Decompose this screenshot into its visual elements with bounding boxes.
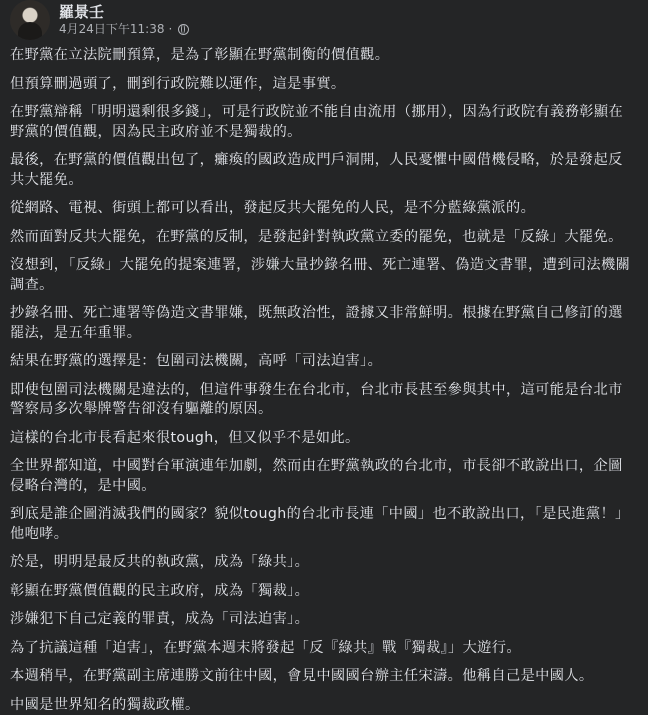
post-meta <box>59 21 189 37</box>
post-paragraph: 最後，在野黨的價值觀出包了，癱瘓的國政造成門戶洞開，人民憂懼中國借機侵略，於是發起反共大罷免。 <box>10 151 636 190</box>
post-timestamp[interactable]: 4月24日下午11:38 <box>59 21 165 37</box>
post-paragraph: 全世界都知道，中國對台軍演連年加劇，然而由在野黨執政的台北市，市長卻不敢說出口，企圖侵略台灣的，是中國。 <box>10 457 636 496</box>
post-paragraph: 為了抗議這種「迫害」，在野黨本週末將發起「反『綠共』戰『獨裁』」大遊行。 <box>10 639 636 659</box>
post-header <box>10 0 636 46</box>
post-paragraph: 從網路、電視、街頭上都可以看出，發起反共大罷免的人民，是不分藍綠黨派的。 <box>10 199 636 219</box>
post-paragraph: 彰顯在野黨價值觀的民主政府，成為「獨裁」。 <box>10 582 636 602</box>
globe-icon[interactable] <box>178 24 189 35</box>
post-paragraph: 在野黨辯稱「明明還剩很多錢」，可是行政院並不能自由流用（挪用），因為行政院有義務彰顯在野黨的價值觀，因為民主政府並不是獨裁的。 <box>10 103 636 142</box>
post-paragraph: 本週稍早，在野黨副主席連勝文前往中國，會見中國國台辦主任宋濤。他稱自己是中國人。 <box>10 667 636 687</box>
post-paragraph: 中國是世界知名的獨裁政權。 <box>10 696 636 715</box>
post-header-text <box>59 3 189 37</box>
post-paragraph: 結果在野黨的選擇是：包圍司法機關，高呼「司法迫害」。 <box>10 352 636 372</box>
post-paragraph: 抄錄名冊、死亡連署等偽造文書罪嫌，既無政治性，證據又非常鮮明。根據在野黨自己修訂的選罷法，是五年重罪。 <box>10 304 636 343</box>
post-body <box>10 46 636 715</box>
post-paragraph: 然而面對反共大罷免，在野黨的反制，是發起針對執政黨立委的罷免，也就是「反綠」大罷免。 <box>10 228 636 248</box>
meta-separator: · <box>169 21 173 37</box>
author-avatar[interactable] <box>10 0 50 40</box>
post-paragraph: 涉嫌犯下自己定義的罪責，成為「司法迫害」。 <box>10 610 636 630</box>
post-paragraph: 沒想到，「反綠」大罷免的提案連署，涉嫌大量抄錄名冊、死亡連署、偽造文書罪，遭到司法機關調查。 <box>10 256 636 295</box>
post-paragraph: 但預算刪過頭了，刪到行政院難以運作，這是事實。 <box>10 75 636 95</box>
post-paragraph: 在野黨在立法院刪預算，是為了彰顯在野黨制衡的價值觀。 <box>10 46 636 66</box>
post-paragraph: 即使包圍司法機關是違法的，但這件事發生在台北市，台北市長甚至參與其中，這可能是台北市警察局多次舉牌警告卻沒有驅離的原因。 <box>10 381 636 420</box>
author-name[interactable]: 羅景壬 <box>59 3 189 21</box>
post-paragraph: 這樣的台北市長看起來很tough，但又似乎不是如此。 <box>10 429 636 449</box>
post-paragraph: 到底是誰企圖消滅我們的國家？貌似tough的台北市長連「中國」也不敢說出口，「是民進黨！」他咆哮。 <box>10 505 636 544</box>
post-paragraph: 於是，明明是最反共的執政黨，成為「綠共」。 <box>10 553 636 573</box>
